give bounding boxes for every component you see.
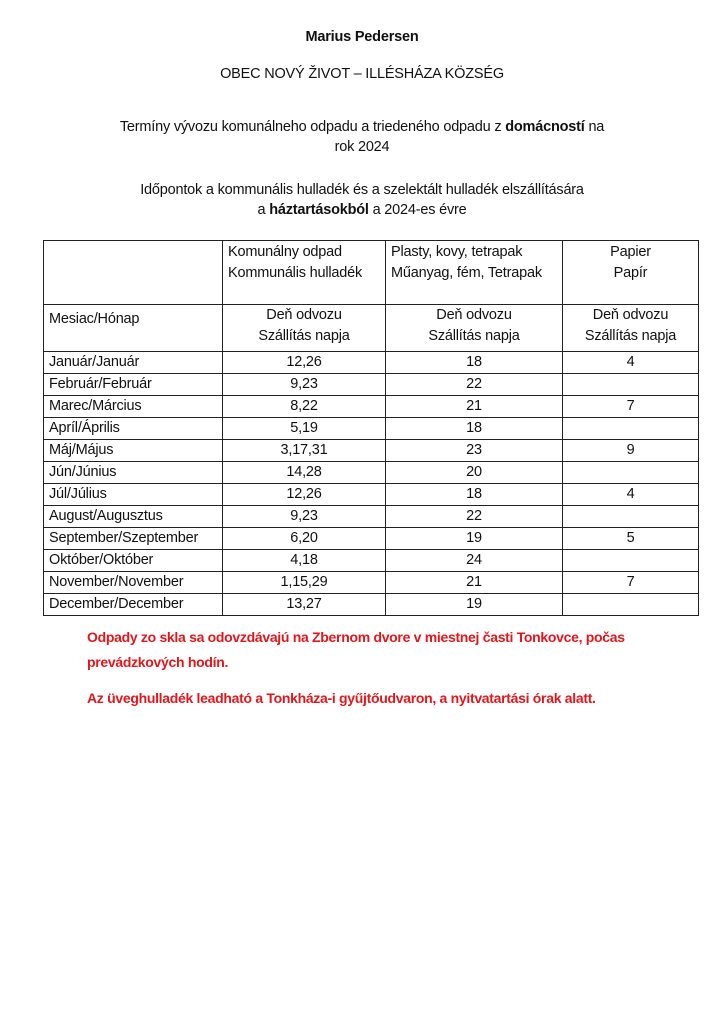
plastic-dates-cell: 18 [386, 418, 563, 440]
paper-dates-cell [563, 594, 699, 616]
communal-dates-cell: 13,27 [223, 594, 386, 616]
table-row [44, 440, 699, 462]
day-label-sk: Deň odvozu [266, 307, 342, 323]
table-row [44, 484, 699, 506]
header-paper [563, 241, 699, 305]
title-hungarian-line1: Időpontok a kommunális hulladék és a szelektált hulladék elszállítására [140, 182, 584, 198]
title-hungarian-line2 [0, 200, 724, 220]
plastic-day-header [386, 305, 563, 352]
plastic-dates-cell: 19 [386, 594, 563, 616]
communal-dates-cell: 1,15,29 [223, 572, 386, 594]
paper-dates-cell: 9 [563, 440, 699, 462]
month-cell: Október/Október [44, 550, 223, 572]
header-paper-hu: Papír [613, 265, 648, 281]
header-communal-hu: Kommunális hulladék [228, 265, 363, 281]
month-cell: September/Szeptember [44, 528, 223, 550]
table-row [44, 462, 699, 484]
month-cell: November/November [44, 572, 223, 594]
title-slovak-text-end: na [584, 119, 605, 135]
communal-dates-cell: 12,26 [223, 484, 386, 506]
plastic-dates-cell: 22 [386, 506, 563, 528]
title-hungarian-text: a [257, 202, 270, 218]
header-plastic-sk: Plasty, kovy, tetrapak [391, 244, 523, 260]
header-communal-waste [223, 241, 386, 305]
month-cell: Máj/Május [44, 440, 223, 462]
table-header-row [44, 241, 699, 305]
paper-dates-cell [563, 374, 699, 396]
month-cell: Marec/Március [44, 396, 223, 418]
paper-day-header [563, 305, 699, 352]
municipality-title: OBEC NOVÝ ŽIVOT – ILLÉSHÁZA KÖZSÉG [220, 66, 504, 82]
header-paper-sk: Papier [610, 244, 651, 260]
plastic-dates-cell: 19 [386, 528, 563, 550]
company-name: Marius Pedersen [305, 29, 419, 45]
title-hungarian-text-end: a 2024-es évre [368, 202, 467, 218]
day-label-hu: Szállítás napja [258, 328, 350, 344]
plastic-dates-cell: 18 [386, 352, 563, 374]
plastic-dates-cell: 21 [386, 572, 563, 594]
communal-dates-cell: 9,23 [223, 374, 386, 396]
month-cell: Júl/Július [44, 484, 223, 506]
day-label-hu: Szállítás napja [428, 328, 520, 344]
month-cell: Február/Február [44, 374, 223, 396]
title-slovak-bold: domácností [505, 119, 585, 135]
table-row [44, 506, 699, 528]
day-label-sk: Deň odvozu [592, 307, 669, 323]
communal-dates-cell: 4,18 [223, 550, 386, 572]
title-slovak [0, 117, 724, 157]
table-row [44, 396, 699, 418]
header-plastic-hu: Műanyag, fém, Tetrapak [391, 265, 542, 281]
title-hungarian-bold: háztartásokból [269, 202, 369, 218]
communal-dates-cell: 12,26 [223, 352, 386, 374]
glass-waste-note-hungarian: Az üveghulladék leadható a Tonkháza-i gyűjtőudvaron, a nyitvatartási órak alatt. [87, 690, 596, 706]
title-hungarian [0, 180, 724, 220]
table-row [44, 550, 699, 572]
communal-dates-cell: 3,17,31 [223, 440, 386, 462]
communal-dates-cell: 14,28 [223, 462, 386, 484]
communal-dates-cell: 6,20 [223, 528, 386, 550]
header-empty-cell [44, 241, 223, 305]
table-row [44, 374, 699, 396]
month-cell: Jún/Június [44, 462, 223, 484]
communal-dates-cell: 9,23 [223, 506, 386, 528]
plastic-dates-cell: 23 [386, 440, 563, 462]
table-row [44, 594, 699, 616]
plastic-dates-cell: 20 [386, 462, 563, 484]
table-subheader-row [44, 305, 699, 352]
month-column-header: Mesiac/Hónap [44, 305, 223, 352]
header-communal-sk: Komunálny odpad [228, 244, 342, 260]
paper-dates-cell [563, 462, 699, 484]
paper-dates-cell: 5 [563, 528, 699, 550]
plastic-dates-cell: 22 [386, 374, 563, 396]
communal-dates-cell: 8,22 [223, 396, 386, 418]
communal-day-header [223, 305, 386, 352]
title-slovak-line2: rok 2024 [334, 139, 390, 155]
day-label-sk: Deň odvozu [436, 307, 512, 323]
communal-dates-cell: 5,19 [223, 418, 386, 440]
month-cell: Január/Január [44, 352, 223, 374]
month-cell: August/Augusztus [44, 506, 223, 528]
paper-dates-cell [563, 506, 699, 528]
paper-dates-cell: 4 [563, 484, 699, 506]
table-row [44, 352, 699, 374]
table-row [44, 572, 699, 594]
title-slovak-text: Termíny vývozu komunálneho odpadu a triedeného odpadu z [119, 119, 506, 135]
plastic-dates-cell: 18 [386, 484, 563, 506]
paper-dates-cell: 7 [563, 396, 699, 418]
month-cell: December/December [44, 594, 223, 616]
title-slovak-line1 [0, 117, 724, 137]
month-cell: Apríl/Április [44, 418, 223, 440]
paper-dates-cell [563, 418, 699, 440]
collection-schedule-table [43, 240, 699, 616]
day-label-hu: Szállítás napja [584, 328, 677, 344]
paper-dates-cell [563, 550, 699, 572]
paper-dates-cell: 7 [563, 572, 699, 594]
header-plastic-metal-tetrapak [386, 241, 563, 305]
table-row [44, 418, 699, 440]
glass-waste-note-slovak: Odpady zo skla sa odovzdávajú na Zbernom dvore v miestnej časti Tonkovce, počas prevádzkových hodín. [87, 629, 625, 670]
plastic-dates-cell: 24 [386, 550, 563, 572]
paper-dates-cell: 4 [563, 352, 699, 374]
plastic-dates-cell: 21 [386, 396, 563, 418]
table-row [44, 528, 699, 550]
